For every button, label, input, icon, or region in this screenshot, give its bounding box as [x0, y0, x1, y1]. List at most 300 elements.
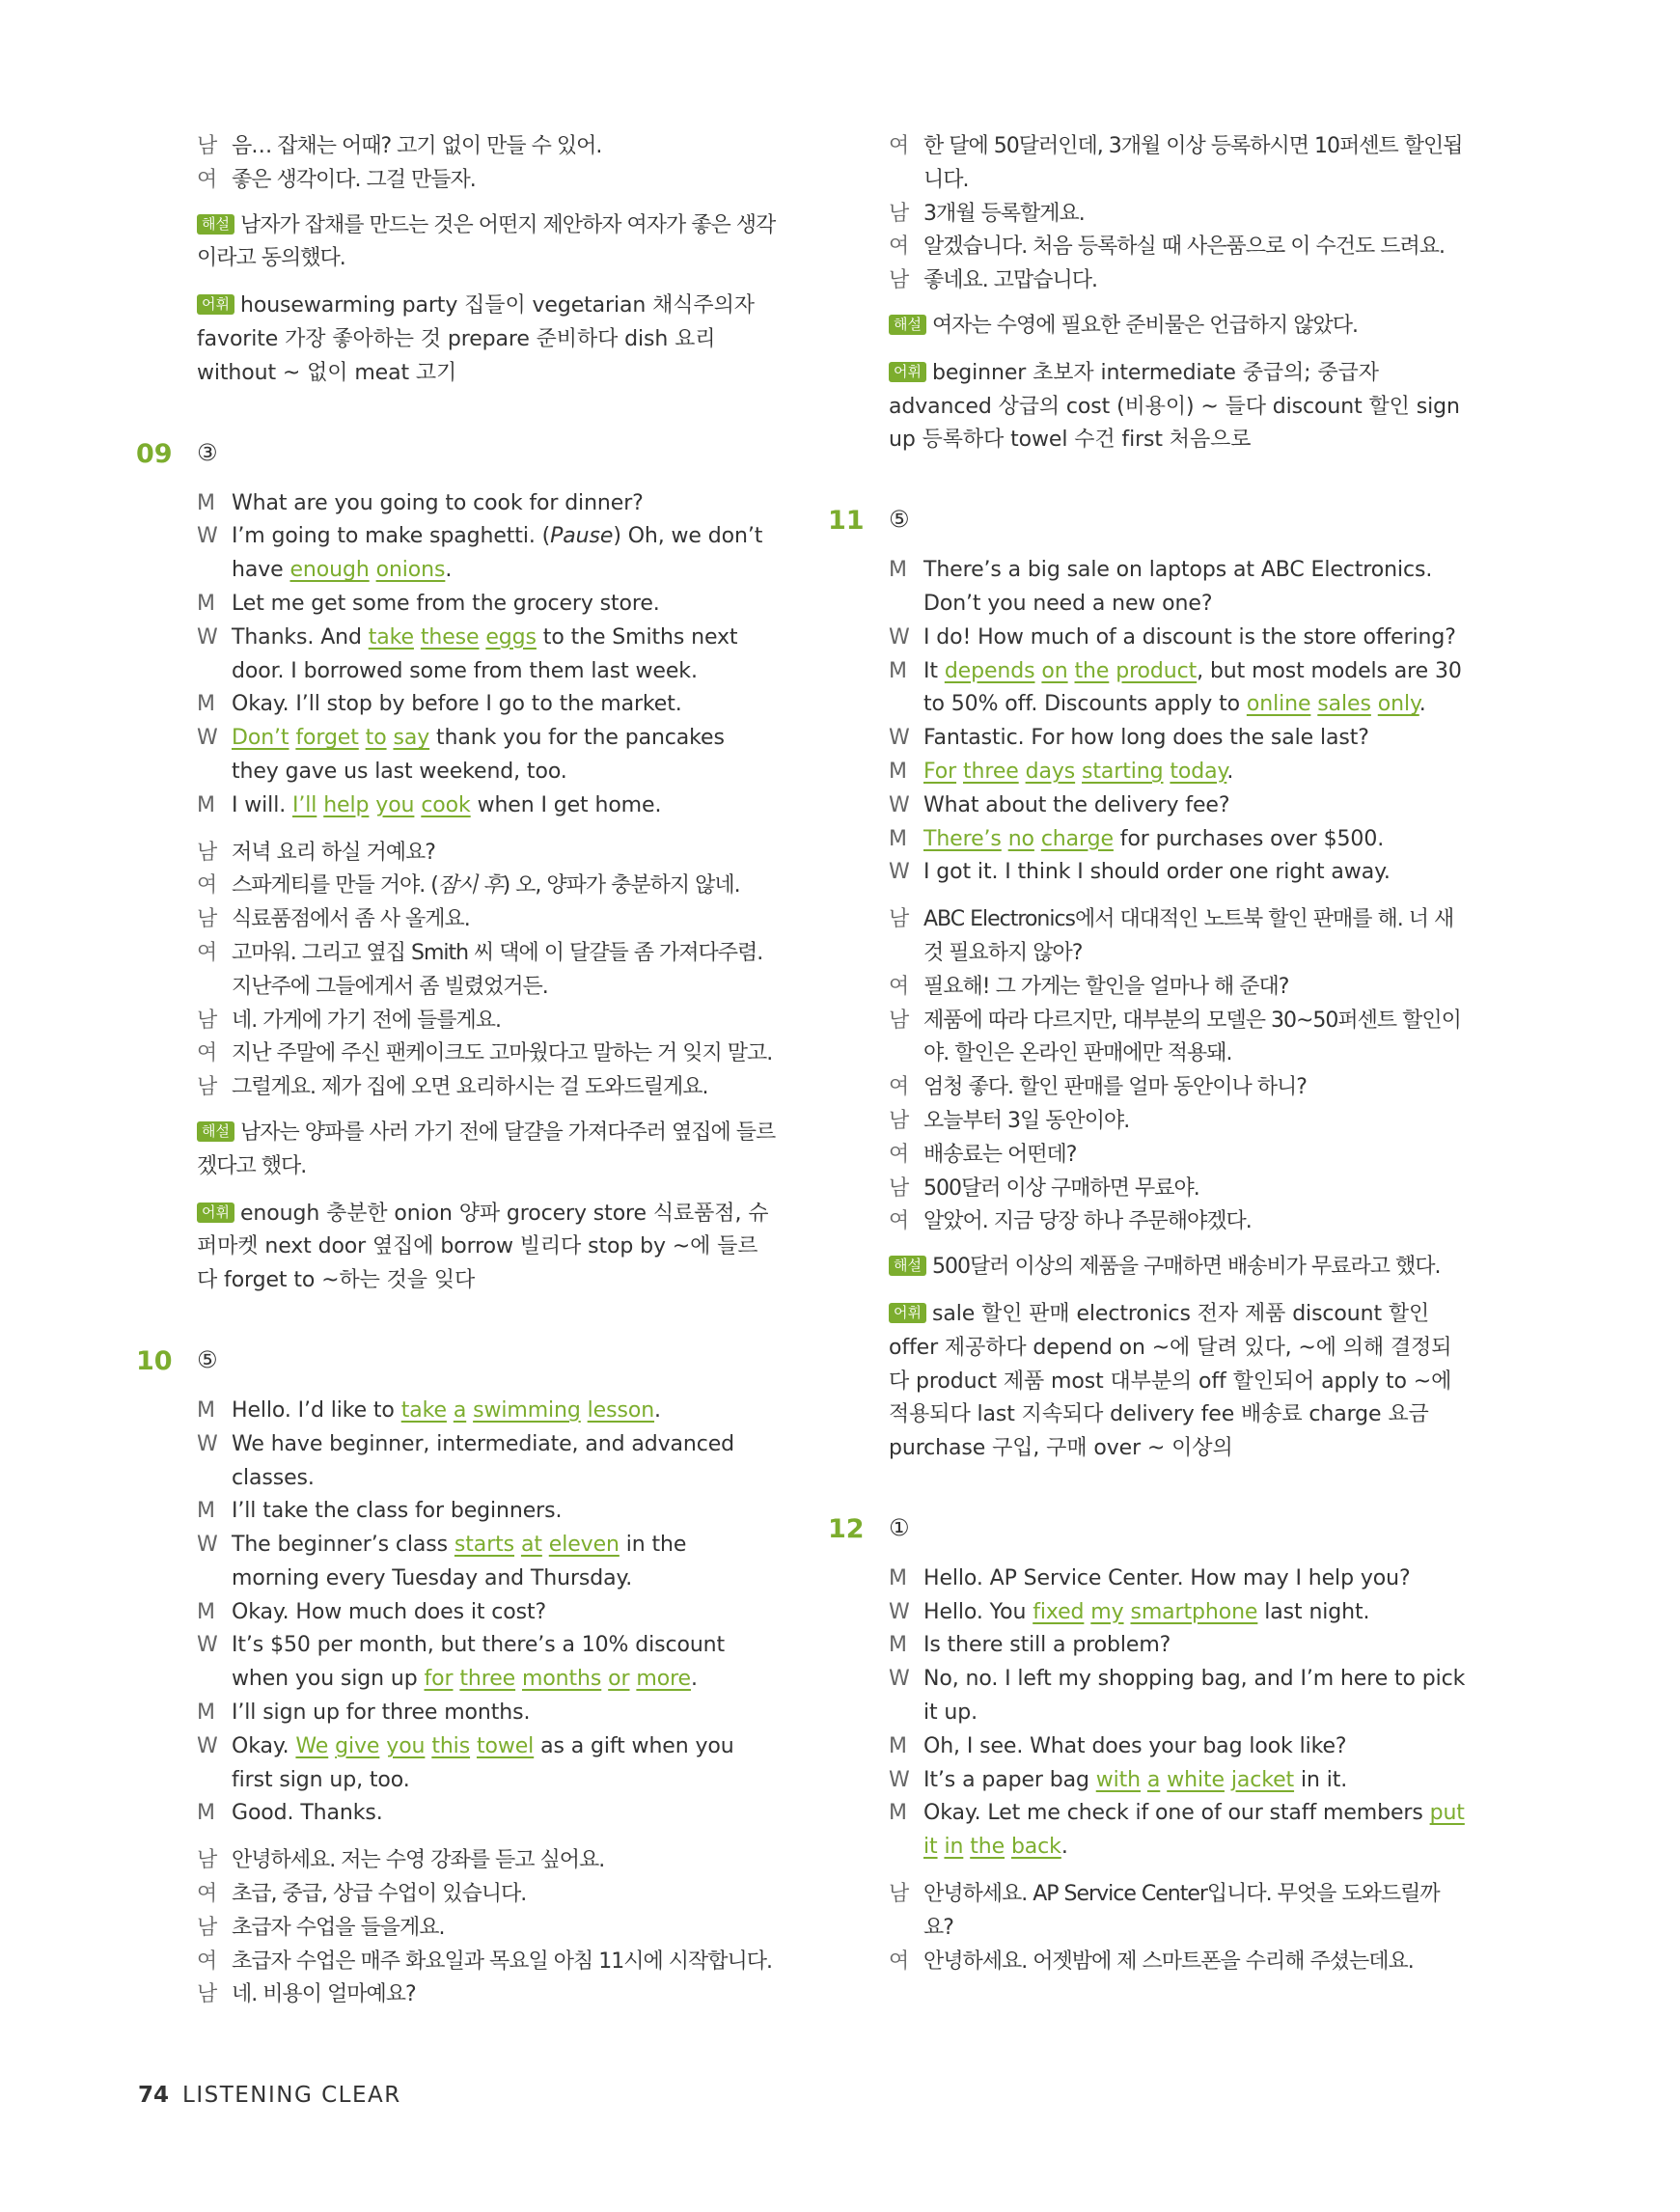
fill-in-answer: We: [295, 1733, 329, 1758]
fill-in-answer: a: [1146, 1767, 1161, 1792]
fill-in-answer: product: [1115, 658, 1198, 683]
vocab-note: [197, 1198, 776, 1298]
dialogue-line: [889, 1730, 1468, 1764]
dialogue-line: [889, 722, 1468, 756]
text-run: ABC Electronics에서 대대적인 노트북 할인 판매를 해. 너 새것 필요하지 않아?: [923, 907, 1454, 965]
fill-in-answer: only: [1377, 692, 1419, 717]
fill-in-answer: on: [1041, 658, 1068, 683]
text-run: [1068, 659, 1075, 683]
speaker-label: 여: [889, 974, 909, 999]
text-run: I’ll take the class for beginners.: [232, 1499, 563, 1524]
speaker-label: 여: [889, 1209, 909, 1234]
fill-in-answer: for: [424, 1667, 454, 1692]
line-text: [923, 722, 1468, 756]
line-text: [923, 130, 1468, 198]
fill-in-answer: I’ll: [292, 792, 317, 817]
answer-mark: ③: [197, 438, 218, 466]
fill-in-answer: cook: [421, 792, 471, 817]
line-text: [232, 1037, 776, 1071]
speaker-label: 여: [197, 1882, 217, 1907]
question-number: 12: [828, 1513, 865, 1544]
text-run: [515, 1667, 522, 1691]
line-text: [232, 1428, 776, 1496]
text-run: 좋은 생각이다. 그걸 만들자.: [232, 167, 476, 192]
speaker-label: W: [889, 1667, 910, 1692]
question-number: 11: [828, 506, 865, 537]
text-run: .: [445, 558, 453, 583]
speaker-label: 여: [889, 235, 909, 260]
dialogue-line: [889, 756, 1468, 789]
question-12-header: [828, 1513, 1468, 1547]
line-text: [232, 1005, 776, 1038]
line-text: [923, 823, 1468, 857]
text-run: 저녁 요리 하실 거예요?: [232, 840, 435, 865]
speaker-label: W: [197, 726, 218, 751]
fill-in-answer: swimming: [473, 1397, 581, 1423]
fill-in-answer: say: [393, 726, 430, 751]
line-text: [232, 1071, 776, 1105]
speaker-label: W: [197, 624, 218, 650]
text-run: to the Smiths next door. I borrowed some from them last week.: [232, 624, 738, 683]
speaker-label: M: [197, 1397, 215, 1423]
text-run: No, no. I left my shopping bag, and I’m here to pick it up.: [923, 1667, 1466, 1726]
line-text: [232, 1978, 776, 2012]
line-text: [232, 130, 776, 164]
speaker-label: 여: [197, 940, 217, 965]
translation-line: [197, 1946, 776, 1979]
text-run: 안녕하세요. 어젯밤에 제 스마트폰을 수리해 주셨는데요.: [923, 1949, 1414, 1974]
fill-in-answer: my: [1090, 1599, 1124, 1624]
left-column: [136, 130, 776, 2012]
explain-badge: 해설: [889, 1256, 926, 1276]
vocab-badge: 어휘: [197, 1203, 234, 1223]
text-run: 한 달에 50달러인데, 3개월 이상 등록하시면 10퍼센트 할인됩니다.: [923, 134, 1463, 192]
explanation-note: [197, 1117, 776, 1184]
translation-line: [197, 837, 776, 871]
line-text: [232, 1596, 776, 1630]
speaker-label: 여: [197, 873, 217, 899]
dialogue-line: [889, 554, 1468, 622]
line-text: [923, 1764, 1468, 1798]
text-run: 엄청 좋다. 할인 판매를 얼마 동안이나 하니?: [923, 1075, 1307, 1100]
dialogue-line: [197, 588, 776, 622]
fill-in-answer: white: [1167, 1767, 1225, 1792]
line-text: [232, 837, 776, 871]
translation-line: [889, 1173, 1468, 1206]
speaker-label: W: [197, 1733, 218, 1758]
translation-line: [197, 1912, 776, 1946]
fill-in-answer: with: [1095, 1767, 1142, 1792]
page-number: 74: [138, 2083, 170, 2108]
translation-line: [889, 1139, 1468, 1173]
text-run: 고마워. 그리고 옆집 Smith 씨 댁에 이 달걀들 좀 가져다주렴. 지난주에 그들에게서 좀 빌렸었거든.: [232, 940, 763, 999]
translation-line: [197, 870, 776, 903]
fill-in-answer: forget: [295, 726, 359, 751]
explain-badge: 해설: [889, 315, 926, 335]
dialogue-line: [197, 1395, 776, 1428]
fill-in-answer: eleven: [548, 1533, 620, 1558]
speaker-label: 남: [197, 1848, 217, 1873]
text-run: Let me get some from the grocery store.: [232, 591, 660, 616]
fill-in-answer: lesson: [587, 1397, 655, 1423]
fill-in-answer: jacket: [1230, 1767, 1295, 1792]
speaker-label: M: [197, 1599, 215, 1624]
line-text: [232, 487, 776, 521]
text-run: Fantastic. For how long does the sale last?: [923, 726, 1369, 751]
line-text: [923, 1629, 1468, 1663]
line-text: [232, 1912, 776, 1946]
line-text: [923, 1105, 1468, 1139]
fill-in-answer: today: [1170, 759, 1227, 784]
translation-line: [889, 903, 1468, 971]
translation-line: [197, 130, 776, 164]
intro-translation: [197, 130, 776, 198]
text-run: [581, 1398, 588, 1423]
fill-in-answer: starts: [454, 1533, 515, 1558]
dialogue-line: [197, 1529, 776, 1596]
speaker-label: 여: [889, 1949, 909, 1974]
question-09-translation: [197, 837, 776, 1105]
question-10-translation: [197, 1844, 776, 2012]
text-run: [447, 1398, 454, 1423]
explanation-note: [197, 209, 776, 277]
translation-line: [889, 231, 1468, 264]
fill-in-answer: give: [335, 1733, 380, 1758]
dialogue-line: [197, 722, 776, 789]
text-run: 알겠습니다. 처음 등록하실 때 사은품으로 이 수건도 드려요.: [923, 235, 1445, 260]
fill-in-answer: towel: [476, 1733, 535, 1758]
speaker-label: 남: [197, 134, 217, 158]
explain-text: 500달러 이상의 제품을 구매하면 배송비가 무료라고 했다.: [931, 1255, 1441, 1280]
translation-line: [197, 937, 776, 1005]
speaker-label: W: [889, 860, 910, 885]
line-text: [923, 1139, 1468, 1173]
book-title: LISTENING CLEAR: [182, 2083, 401, 2108]
line-text: [232, 722, 776, 789]
fill-in-answer: take: [400, 1397, 447, 1423]
line-text: [923, 655, 1468, 723]
speaker-label: M: [197, 490, 215, 515]
text-run: [1005, 1835, 1011, 1859]
translation-line: [889, 1105, 1468, 1139]
speaker-label: M: [889, 1733, 907, 1758]
question-number: 10: [136, 1345, 173, 1376]
dialogue-line: [889, 622, 1468, 655]
speaker-label: 남: [197, 907, 217, 932]
text-run: 초급자 수업을 들을게요.: [232, 1915, 445, 1940]
speaker-label: 남: [197, 840, 217, 865]
answer-mark: ①: [889, 1513, 910, 1541]
speaker-label: M: [889, 759, 907, 784]
fill-in-answer: this: [431, 1733, 471, 1758]
line-text: [232, 520, 776, 588]
dialogue-line: [197, 1697, 776, 1730]
speaker-label: 여: [197, 1949, 217, 1974]
speaker-label: M: [197, 692, 215, 717]
vocab-text: sale 할인 판매 electronics 전자 제품 discount 할인 offer 제공하다 depend on ~에 달려 있다, ~에 의해 결정되다 product 제품 most 대부분의 off 할인되어 apply to ~에 적용되다 last 지속되다 delivery fee 배송료 charge 요금 purchase 구입, 구매 over ~ 이상의: [889, 1301, 1452, 1461]
text-run: The beginner’s class: [232, 1533, 454, 1558]
text-run: in it.: [1294, 1767, 1348, 1792]
fill-in-answer: back: [1010, 1835, 1061, 1860]
speaker-label: M: [197, 1499, 215, 1524]
fill-in-answer: the: [1074, 658, 1110, 683]
text-run: ) Oh, we don’t have: [232, 524, 763, 583]
speaker-label: 여: [889, 1142, 909, 1167]
translation-line: [197, 1844, 776, 1878]
fill-in-answer: take: [368, 624, 414, 650]
question-12-dialogue: [889, 1562, 1468, 1865]
text-run: , but most models are 30 to 50% off. Discounts apply to: [923, 658, 1462, 717]
text-run: Okay. Let me check if one of our staff members: [923, 1801, 1430, 1826]
text-run: 스파게티를 만들 거야. (: [232, 873, 438, 899]
dialogue-line: [889, 1562, 1468, 1596]
question-09-header: [136, 438, 776, 472]
text-run: as a gift when you first sign up, too.: [232, 1733, 734, 1792]
text-run: I’m going to make spaghetti. (: [232, 524, 551, 549]
text-run: 안녕하세요. AP Service Center입니다. 무엇을 도와드릴까요?: [923, 1882, 1440, 1940]
line-text: [232, 903, 776, 937]
page-footer: [138, 2083, 401, 2108]
text-run: .: [690, 1667, 698, 1692]
question-number: 09: [136, 438, 173, 469]
text-run: We have beginner, intermediate, and advanced classes.: [232, 1431, 735, 1490]
dialogue-line: [889, 1797, 1468, 1865]
dialogue-line: [889, 1629, 1468, 1663]
line-text: [923, 789, 1468, 823]
explain-text: 여자는 수영에 필요한 준비물은 언급하지 않았다.: [931, 313, 1358, 338]
line-text: [923, 903, 1468, 971]
question-11-header: [828, 506, 1468, 539]
fill-in-answer: eggs: [485, 624, 537, 650]
line-text: [923, 856, 1468, 890]
speaker-label: M: [197, 1700, 215, 1726]
right-column: [828, 130, 1468, 1978]
text-run: 오늘부터 3일 동안이야.: [923, 1108, 1130, 1133]
text-run: 지난 주말에 주신 팬케이크도 고마웠다고 말하는 거 잊지 말고.: [232, 1041, 773, 1066]
text-run: 식료품점에서 좀 사 올게요.: [232, 907, 470, 932]
question-09-dialogue: [197, 487, 776, 823]
text-run: 초급, 중급, 상급 수업이 있습니다.: [232, 1882, 527, 1907]
line-text: [923, 554, 1468, 622]
fill-in-answer: you: [375, 792, 415, 817]
line-text: [232, 1529, 776, 1596]
text-run: I do! How much of a discount is the store offering?: [923, 624, 1456, 650]
fill-in-answer: onions: [375, 558, 446, 583]
translation-line: [889, 1005, 1468, 1072]
speaker-label: W: [197, 1431, 218, 1456]
line-text: [232, 1697, 776, 1730]
dialogue-line: [889, 1764, 1468, 1798]
text-run: [470, 1734, 477, 1758]
fill-in-answer: it: [923, 1835, 938, 1860]
text-run: 제품에 따라 다르지만, 대부분의 모델은 30~50퍼센트 할인이야. 할인은 온라인 판매에만 적용돼.: [923, 1008, 1461, 1066]
line-text: [923, 1173, 1468, 1206]
explanation-note: [889, 1251, 1468, 1285]
translation-line: [197, 1005, 776, 1038]
text-run: Is there still a problem?: [923, 1633, 1171, 1658]
text-run: 3개월 등록할게요.: [923, 201, 1085, 226]
line-text: [232, 688, 776, 722]
text-run: 좋네요. 고맙습니다.: [923, 268, 1097, 293]
dialogue-line: [889, 1663, 1468, 1730]
fill-in-answer: put: [1429, 1801, 1465, 1826]
line-text: [232, 1797, 776, 1831]
text-run: Hello. I’d like to: [232, 1397, 401, 1423]
fill-in-answer: you: [386, 1733, 426, 1758]
text-run: [414, 625, 421, 650]
translation-line: [197, 903, 776, 937]
question-10-translation-cont: [889, 130, 1468, 298]
answer-mark: ⑤: [889, 506, 910, 534]
text-run: What are you going to cook for dinner?: [232, 490, 644, 515]
line-text: [923, 971, 1468, 1005]
fill-in-answer: days: [1025, 759, 1076, 784]
speaker-label: M: [197, 1801, 215, 1826]
fill-in-answer: fixed: [1033, 1599, 1085, 1624]
line-text: [923, 1071, 1468, 1105]
speaker-label: M: [889, 558, 907, 583]
line-text: [923, 1596, 1468, 1630]
fill-in-answer: depends: [944, 658, 1035, 683]
text-run: [1075, 760, 1082, 784]
speaker-label: M: [197, 792, 215, 817]
text-run: [514, 1533, 521, 1557]
speaker-label: 여: [889, 134, 909, 158]
dialogue-line: [197, 1797, 776, 1831]
speaker-label: 여: [197, 1041, 217, 1066]
text-run: [1371, 692, 1378, 716]
dialogue-line: [889, 789, 1468, 823]
text-run: Okay. I’ll stop by before I go to the market.: [232, 692, 682, 717]
dialogue-line: [197, 789, 776, 823]
dialogue-line: [197, 520, 776, 588]
vocab-note: [889, 1298, 1468, 1466]
speaker-label: W: [197, 1533, 218, 1558]
fill-in-answer: three: [962, 759, 1019, 784]
fill-in-answer: There’s: [923, 826, 1002, 851]
speaker-label: 남: [889, 1108, 909, 1133]
dialogue-line: [197, 1495, 776, 1529]
line-text: [232, 622, 776, 689]
text-run: .: [1060, 1835, 1068, 1860]
speaker-label: 남: [889, 1882, 909, 1907]
speaker-label: W: [889, 726, 910, 751]
dialogue-line: [197, 688, 776, 722]
translation-line: [197, 1071, 776, 1105]
explain-badge: 해설: [197, 1121, 234, 1142]
text-run: Oh, I see. What does your bag look like?: [923, 1733, 1347, 1758]
fill-in-answer: or: [608, 1667, 630, 1692]
translation-line: [197, 1978, 776, 2012]
fill-in-answer: charge: [1040, 826, 1114, 851]
speaker-label: W: [197, 1633, 218, 1658]
line-text: [232, 1629, 776, 1697]
text-run: [1225, 1768, 1231, 1792]
translation-line: [889, 1205, 1468, 1239]
text-run: .: [1226, 759, 1234, 784]
vocab-badge: 어휘: [197, 294, 234, 315]
text-run: There’s a big sale on laptops at ABC Electronics. Don’t you need a new one?: [923, 558, 1433, 616]
vocab-note: [197, 290, 776, 390]
dialogue-line: [889, 655, 1468, 723]
text-run: for purchases over $500.: [1113, 826, 1385, 851]
text-run: I will.: [232, 792, 292, 817]
text-run: 안녕하세요. 저는 수영 강좌를 듣고 싶어요.: [232, 1848, 605, 1873]
speaker-label: 남: [889, 907, 909, 932]
text-run: 네. 가게에 가기 전에 들를게요.: [232, 1008, 501, 1033]
line-text: [232, 1495, 776, 1529]
speaker-label: W: [889, 624, 910, 650]
text-run: Hello. You: [923, 1599, 1033, 1624]
speaker-label: W: [889, 1599, 910, 1624]
text-run: [956, 760, 963, 784]
line-text: [923, 1797, 1468, 1865]
text-run: 네. 비용이 얼마예요?: [232, 1982, 416, 2007]
speaker-label: 남: [197, 1008, 217, 1033]
line-text: [232, 588, 776, 622]
text-run: Hello. AP Service Center. How may I help you?: [923, 1565, 1411, 1590]
text-run: .: [1418, 692, 1426, 717]
fill-in-answer: no: [1007, 826, 1034, 851]
line-text: [923, 198, 1468, 232]
speaker-label: 남: [889, 201, 909, 226]
text-run: 초급자 수업은 매주 화요일과 목요일 아침 11시에 시작합니다.: [232, 1949, 772, 1974]
fill-in-answer: online: [1246, 692, 1311, 717]
text-run: [1002, 827, 1008, 851]
dialogue-line: [197, 487, 776, 521]
text-run: in the morning every Tuesday and Thursday.: [232, 1533, 687, 1590]
line-text: [923, 1205, 1468, 1239]
line-text: [923, 622, 1468, 655]
text-run: 500달러 이상 구매하면 무료야.: [923, 1175, 1199, 1201]
speaker-label: 남: [197, 1915, 217, 1940]
dialogue-line: [889, 856, 1468, 890]
speaker-label: 남: [197, 1075, 217, 1100]
speaker-label: W: [889, 792, 910, 817]
text-run: Good. Thanks.: [232, 1801, 383, 1826]
translation-line: [889, 264, 1468, 298]
text-run: [359, 726, 366, 750]
fill-in-answer: For: [923, 759, 957, 784]
translation-line: [197, 1878, 776, 1912]
fill-in-answer: a: [453, 1397, 467, 1423]
text-run: last night.: [1257, 1599, 1370, 1624]
fill-in-answer: to: [365, 726, 387, 751]
line-text: [232, 1844, 776, 1878]
speaker-label: 남: [889, 1175, 909, 1201]
question-10-header: [136, 1345, 776, 1379]
text-run: [1141, 1768, 1147, 1792]
line-text: [232, 1730, 776, 1798]
fill-in-answer: more: [636, 1667, 691, 1692]
line-text: [232, 1878, 776, 1912]
text-run: It’s a paper bag: [923, 1767, 1096, 1792]
speaker-label: M: [889, 826, 907, 851]
vocab-badge: 어휘: [889, 1303, 926, 1323]
line-text: [232, 1395, 776, 1428]
speaker-label: 여: [197, 167, 217, 192]
translation-line: [889, 1071, 1468, 1105]
fill-in-answer: three: [459, 1667, 516, 1692]
line-text: [232, 870, 776, 903]
fill-in-answer: starting: [1082, 759, 1164, 784]
dialogue-line: [889, 823, 1468, 857]
text-run: when I get home.: [470, 792, 662, 817]
text-run: 음… 잡채는 어때? 고기 없이 만들 수 있어.: [232, 134, 602, 158]
line-text: [923, 1562, 1468, 1596]
text-run: [1019, 760, 1026, 784]
speaker-label: M: [889, 1565, 907, 1590]
